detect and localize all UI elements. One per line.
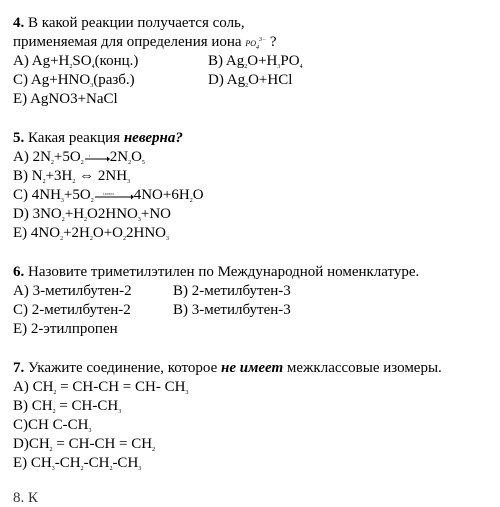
q7-number: 7.	[13, 360, 25, 376]
reaction-arrow-icon: t,катал	[94, 191, 134, 201]
q5-option-d: D) $3NO_2+H_2O2HNO_3+NO$	[13, 206, 172, 223]
q5-option-b: B) $N_2+3H_2$ ⇔ $2NH_3$	[13, 168, 131, 185]
q4-prompt-end: ?	[266, 34, 277, 50]
q4-prompt-b: применяемая для определения иона	[13, 34, 246, 50]
q6-option-b: B) 2-метилбутен-3	[173, 283, 291, 299]
q6-option-c: C) 2-метилбутен-2	[13, 302, 131, 318]
q5-emphasis: неверна	[123, 130, 176, 146]
q4-prompt-a: В какой реакции получается соль,	[24, 15, 245, 31]
q4-prompt-line1	[13, 14, 245, 32]
q6-option-a: A) 3-метилбутен-2	[13, 283, 132, 299]
q7-prompt: 7. Укажите соединение, которое не имеет межклассовые изомеры.	[13, 360, 442, 376]
q5-number: 5.	[13, 130, 25, 146]
q7-option-b: B) $CH_2 = CH-CH_3$	[13, 398, 122, 415]
q4-option-c: C) $Ag+HNO_3(разб.)$	[13, 72, 135, 89]
q7-emphasis: не имеет	[221, 360, 284, 376]
q7-option-d: $D)CH_2 = CH-CH = CH_2$	[13, 436, 156, 453]
q4-option-e: E) AgNO3+NaCl	[13, 91, 118, 107]
q7-option-e: E) $CH_3-CH_2-CH_2-CH_3$	[13, 455, 142, 472]
q4-option-b: B) $Ag_2O+H_3PO_4$	[208, 53, 303, 70]
q5-option-e: E) $4NO_2+2H_2O+O_22HNO_3$	[13, 225, 169, 242]
q5-option-a: A) $2N_2+5O_2$ t $2N_2O_5$	[13, 149, 145, 166]
q4-option-a: A) $Ag+H_2SO_4(конц.)$	[13, 53, 139, 70]
q6-number: 6.	[13, 264, 25, 280]
q6-prompt: 6. Назовите триметилэтилен по Международной номенклатуре.	[13, 264, 420, 280]
q5-option-c: C) $4NH_3+5O_2$ t,катал $4NO+6H_2O$	[13, 187, 204, 204]
q5-prompt: 5. Какая реакция неверна?	[13, 130, 183, 146]
q4-number: 4.	[13, 15, 25, 31]
q6-option-d: B) 3-метилбутен-3	[173, 302, 291, 318]
q4-option-d: D) $Ag_2O+HCl$	[208, 72, 293, 89]
q6-option-e: E) 2-этилпропен	[13, 321, 118, 337]
q7-option-c: C)CH $C-CH_3$	[13, 417, 92, 434]
phosphate-ion: $PO_4^{3-}$	[245, 37, 267, 51]
reaction-arrow-icon: t	[84, 153, 110, 163]
q7-option-a: A) $CH_2 = CH-CH = CH-$ $CH_3$	[13, 379, 189, 396]
q8-cutoff-text: 8. К	[13, 490, 39, 506]
q4-prompt-line2	[13, 33, 277, 53]
